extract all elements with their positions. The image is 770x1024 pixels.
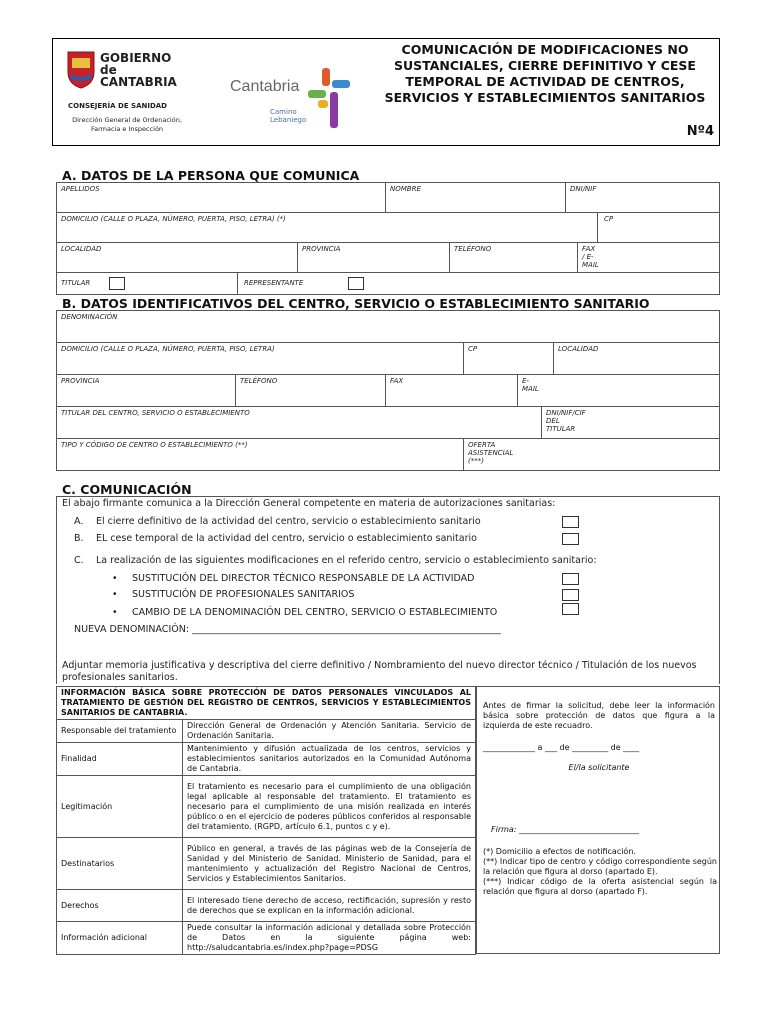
table-row-label: Destinatarios [57,838,183,890]
signature-panel [476,686,720,954]
row-domicilio-centro[interactable] [57,343,719,375]
bullet-icon: • [112,573,118,584]
section-a-grid [56,182,720,295]
gobierno-line1: GOBIERNO [100,51,172,65]
domicilio-centro-label: DOMICILIO (CALLE O PLAZA, NÚMERO, PUERTA, PISO, LETRA) [61,345,275,353]
row-denominacion[interactable] [57,311,719,343]
table-row-value: Puede consultar la información adicional y detallada sobre Protección de Datos en la siguiente página web: http://saludcantabria.es/index.php?page=PDSG [183,922,476,955]
apellidos-label: APELLIDOS [61,185,100,193]
table-row-label: Finalidad [57,743,183,776]
bullet1-text: SUSTITUCIÓN DEL DIRECTOR TÉCNICO RESPONSABLE DE LA ACTIVIDAD [132,573,475,584]
section-c-intro: El abajo firmante comunica a la Dirección General competente en materia de autorizaciones sanitarias: [62,498,556,509]
firma-field[interactable]: Firma: ______________________________ [491,825,640,834]
footnote-1: (*) Domicilio a efectos de notificación. [483,847,636,856]
antes-firmar-text: Antes de firmar la solicitud, debe leer la información básica sobre protección de datos que figura a la izquierda de este recuadro. [483,701,715,730]
option-b-text: EL cese temporal de la actividad del centro, servicio o establecimiento sanitario [96,533,477,544]
bullet1-checkbox[interactable] [562,573,579,585]
representante-cell [237,273,304,294]
fecha-field[interactable]: _____________ a ___ de _________ de ____ [483,743,640,752]
table-row-value: El interesado tiene derecho de acceso, rectificación, supresión y resto de derechos que se explican en la información adicional. [183,890,476,922]
table-row-label: Derechos [57,890,183,922]
titular-centro-label: TITULAR DEL CENTRO, SERVICIO O ESTABLECIMIENTO [61,409,250,417]
shield-icon [66,50,96,90]
dni-label: DNI/NIF [570,185,597,193]
solicitante-label: El/la solicitante [568,763,630,772]
fax-email-label: FAX / E-MAIL [582,245,599,269]
cantabria-wordmark: Cantabria [230,78,300,95]
footnote-2: (**) Indicar tipo de centro y código correspondiente según la relación que figura al dorso (apartado E). [483,857,717,876]
table-row [57,890,476,922]
fax-centro-cell[interactable] [385,375,404,406]
section-b-title: B. DATOS IDENTIFICATIVOS DEL CENTRO, SERVICIO O ESTABLECIMIENTO SANITARIO [62,296,650,311]
table-row-label: Responsable del tratamiento [57,720,183,743]
dni-titular-cell[interactable] [541,407,586,438]
table-row [57,720,476,743]
section-b-grid [56,310,720,471]
row-localidad[interactable] [57,243,719,273]
titular-label: TITULAR [61,279,91,287]
table-heading: INFORMACIÓN BÁSICA SOBRE PROTECCIÓN DE DATOS PERSONALES VINCULADOS AL TRATAMIENTO DE GESTIÓN DEL REGISTRO DE CENTROS, SERVICIOS Y ESTABLECIMIENTOS SANITARIOS DE CANTABRIA. [57,687,476,720]
provincia-cell[interactable] [297,243,341,272]
data-protection-table [56,686,476,955]
table-row-value: Dirección General de Ordenación y Atención Sanitaria. Servicio de Ordenación Sanitaria. [183,720,476,743]
nueva-denominacion-field[interactable]: NUEVA DENOMINACIÓN: _________________________________________________________________ [74,624,501,635]
dni-cell[interactable] [565,183,597,212]
direccion-line1: Dirección General de Ordenación, [72,116,182,124]
telefono-centro-cell[interactable] [235,375,278,406]
direccion-line2: Farmacia e Inspección [90,125,164,133]
email-centro-label: E-MAIL [522,377,539,393]
form-title: COMUNICACIÓN DE MODIFICACIONES NO SUSTANCIALES, CIERRE DEFINITIVO Y CESE TEMPORAL DE ACTIVIDAD DE CENTROS, SERVICIOS Y ESTABLECIMIENTOS SANITARIOS [384,42,706,105]
bullet2-text: SUSTITUCIÓN DE PROFESIONALES SANITARIOS [132,589,355,600]
dni-titular-label: DNI/NIF/CIF DEL TITULAR [546,409,586,433]
titular-checkbox[interactable] [109,277,125,290]
localidad-centro-cell[interactable] [553,343,599,374]
representante-label: REPRESENTANTE [244,279,304,287]
table-row-label: Información adicional [57,922,183,955]
table-heading-row [57,687,476,720]
adjuntar-note: Adjuntar memoria justificativa y descriptiva del cierre definitivo / Nombramiento del nuevo director técnico / Titulación de los nuevos profesionales sanitarios. [62,660,697,683]
option-a-letter: A. [74,516,84,527]
table-row [57,776,476,838]
camino-line1: Camino [270,108,297,116]
gobierno-line2: de [100,63,117,77]
table-row [57,922,476,955]
email-centro-cell[interactable] [517,375,539,406]
row-apellidos [57,183,719,213]
table-row-value: Público en general, a través de las páginas web de la Consejería de Sanidad y del Ministerio de Sanidad. Ministerio de Sanidad, para el mantenimiento y actualización del Registro Nacional de Centros, Servicios y Establecimientos Sanitarios. [183,838,476,890]
cross-icon [308,68,352,130]
telefono-cell[interactable] [449,243,492,272]
gobierno-cantabria-logo [62,46,192,138]
row-domicilio[interactable] [57,213,719,243]
bullet2-checkbox[interactable] [562,589,579,601]
table-row [57,838,476,890]
fax-email-cell[interactable] [577,243,599,272]
cp-label: CP [604,215,614,223]
fax-centro-label: FAX [390,377,404,385]
option-b-letter: B. [74,533,84,544]
row-titular-centro[interactable] [57,407,719,439]
bullet3-text: CAMBIO DE LA DENOMINACIÓN DEL CENTRO, SERVICIO O ESTABLECIMIENTO [132,607,498,618]
denominacion-label: DENOMINACIÓN [61,313,118,321]
table-row-value: El tratamiento es necesario para el cumplimiento de una obligación legal aplicable al responsable del tratamiento. El tratamiento es necesario para el cumplimiento de una misión realizada en interés público o en el ejercicio de poderes públicos conferidos al responsable del tratamiento. (RGPD, artículo 6.1, puntos c y e). [183,776,476,838]
footnotes [483,847,717,897]
table-row-value: Mantenimiento y difusión actualizada de los centros, servicios y establecimientos sanitarios autorizados en la Comunidad Autónoma de Cantabria. [183,743,476,776]
row-provincia-centro[interactable] [57,375,719,407]
gobierno-line3: CANTABRIA [100,75,177,89]
telefono-label: TELÉFONO [454,245,492,253]
bullet3-checkbox[interactable] [562,603,579,615]
consejeria-label: CONSEJERÍA DE SANIDAD [68,102,167,110]
section-a-title: A. DATOS DE LA PERSONA QUE COMUNICA [62,168,360,183]
representante-checkbox[interactable] [348,277,364,290]
option-c-letter: C. [74,555,84,566]
table-row-label: Legitimación [57,776,183,838]
provincia-label: PROVINCIA [302,245,341,253]
option-a-text: El cierre definitivo de la actividad del centro, servicio o establecimiento sanitario [96,516,481,527]
nombre-label: NOMBRE [390,185,421,193]
bullet-icon: • [112,589,118,600]
provincia-centro-label: PROVINCIA [61,377,100,385]
bullet-icon: • [112,607,118,618]
nombre-cell[interactable] [385,183,421,212]
tipo-codigo-label: TIPO Y CÓDIGO DE CENTRO O ESTABLECIMIENTO (**) [61,441,248,449]
option-b-checkbox[interactable] [562,533,579,545]
row-tipo-codigo[interactable] [57,439,719,471]
telefono-centro-label: TELÉFONO [240,377,278,385]
localidad-centro-label: LOCALIDAD [558,345,599,353]
domicilio-label: DOMICILIO (CALLE O PLAZA, NÚMERO, PUERTA, PISO, LETRA) (*) [61,215,286,223]
oferta-label: OFERTA ASISTENCIAL (***) [468,441,514,465]
cp-centro-cell[interactable] [463,343,478,374]
oferta-cell[interactable] [463,439,514,470]
cantabria-camino-logo [226,64,356,134]
table-row [57,743,476,776]
option-c-text: La realización de las siguientes modificaciones en el referido centro, servicio o establecimiento sanitario: [96,555,597,566]
form-number: Nº4 [686,124,714,139]
cp-centro-label: CP [468,345,478,353]
section-c-title: C. COMUNICACIÓN [62,482,192,497]
option-a-checkbox[interactable] [562,516,579,528]
footnote-3: (***) Indicar código de la oferta asistencial según la relación que figura al dorso (apartado F). [483,877,717,896]
row-titular [57,273,719,295]
localidad-label: LOCALIDAD [61,245,102,253]
camino-line2: Lebaniego [270,116,307,124]
cp-cell[interactable] [597,213,614,242]
